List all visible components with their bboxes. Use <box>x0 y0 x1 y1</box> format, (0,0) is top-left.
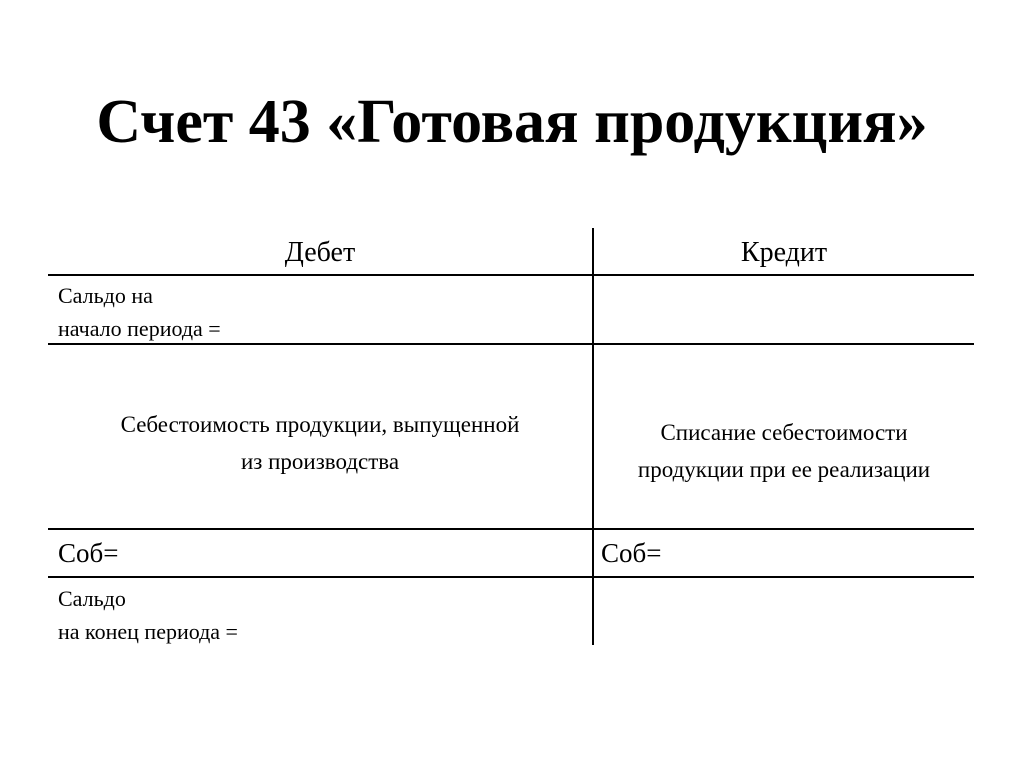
credit-entry-line-1: Списание себестоимости <box>660 420 908 445</box>
row-rule-3 <box>48 576 974 578</box>
credit-turnover: Соб= <box>601 538 662 568</box>
opening-balance-line-1: Сальдо на <box>58 283 153 308</box>
debit-entry-line-1: Себестоимость продукции, выпущенной <box>120 412 520 437</box>
column-divider <box>592 228 594 645</box>
row-rule-2 <box>48 528 974 530</box>
closing-balance-line-2: на конец периода = <box>58 619 238 644</box>
closing-balance-line-1: Сальдо <box>58 586 126 611</box>
header-rule <box>48 274 974 276</box>
debit-entry-line-2: из производства <box>240 449 400 474</box>
opening-balance-label <box>58 279 221 345</box>
page-title: Счет 43 «Готовая продукция» <box>96 88 928 156</box>
closing-balance-label <box>58 582 238 648</box>
opening-balance-line-2: начало периода = <box>58 316 221 341</box>
debit-turnover: Соб= <box>58 538 119 568</box>
debit-entry <box>52 406 588 480</box>
debit-header: Дебет <box>284 237 356 268</box>
credit-header: Кредит <box>740 237 828 268</box>
credit-entry <box>596 414 972 488</box>
credit-entry-line-2: продукции при ее реализации <box>637 457 931 482</box>
